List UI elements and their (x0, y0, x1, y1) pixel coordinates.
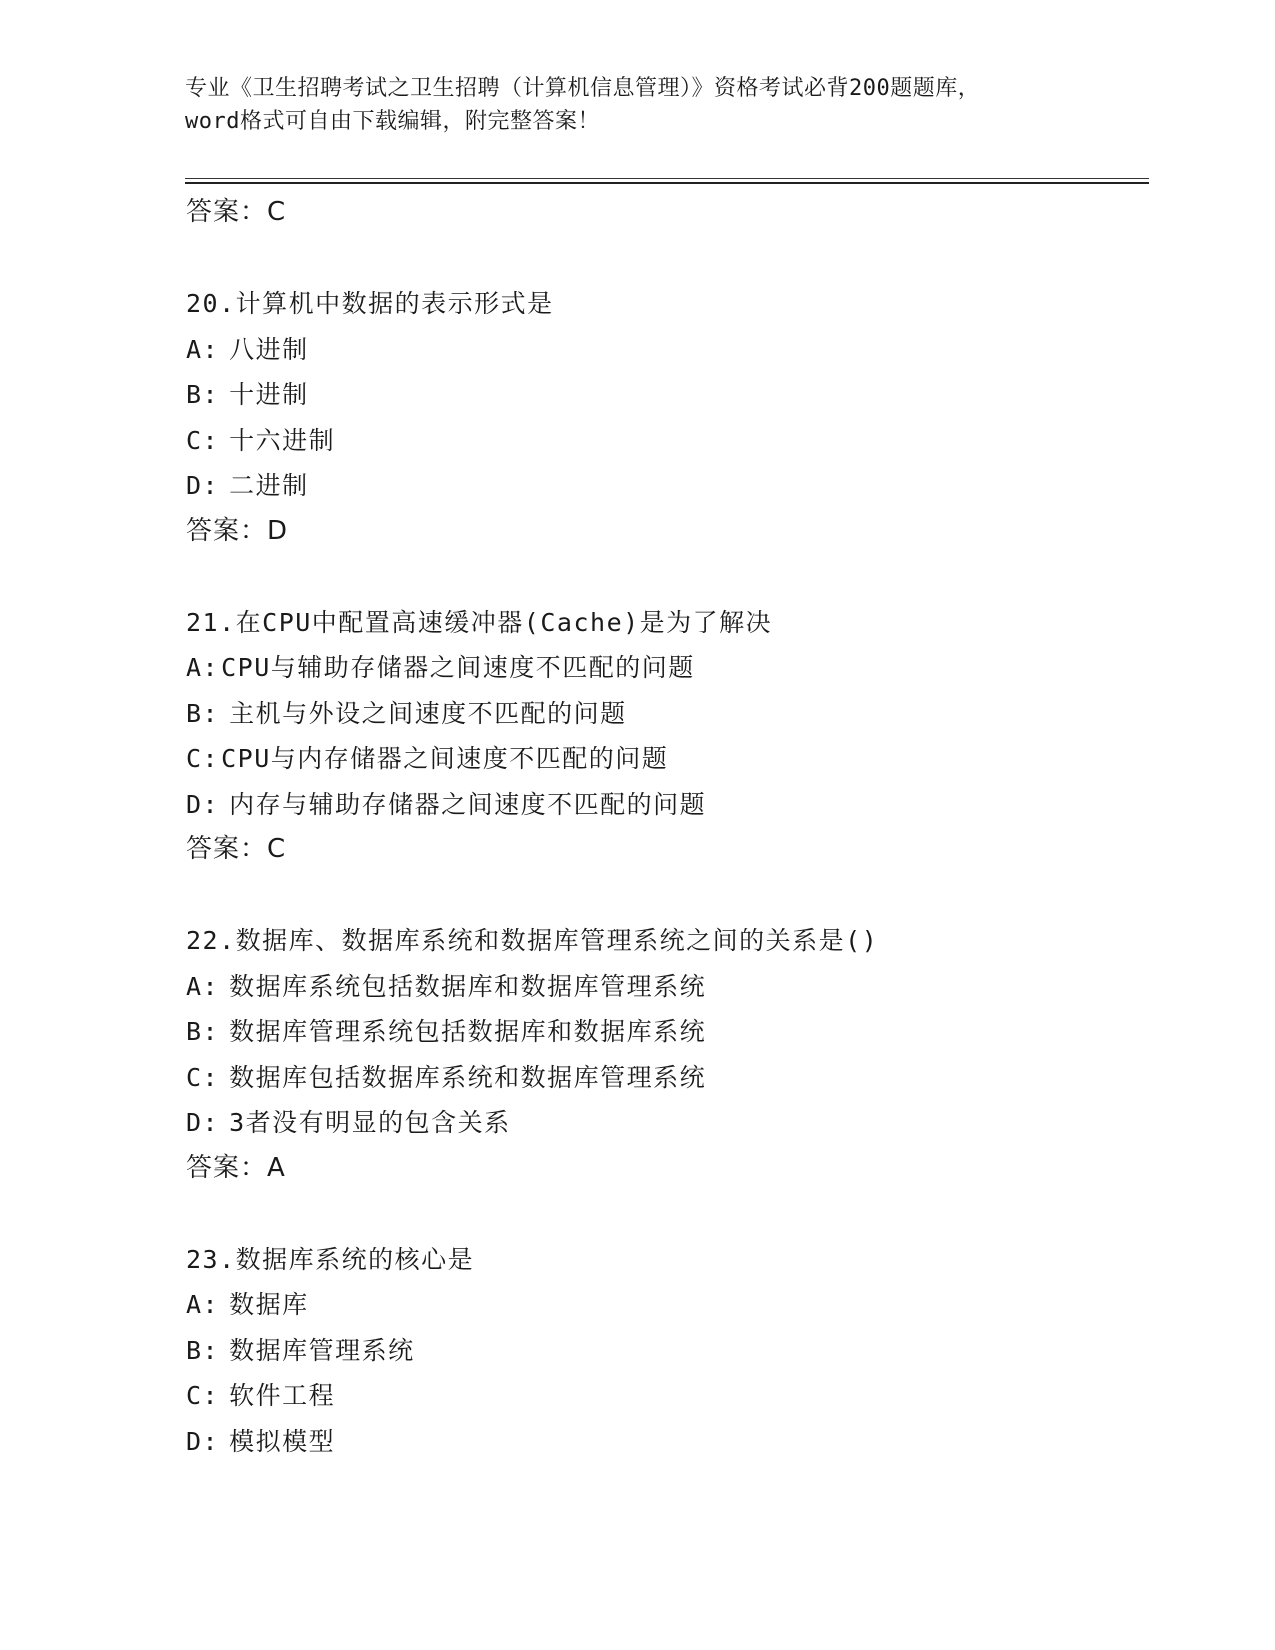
option-b (186, 1328, 1146, 1374)
option-a (186, 964, 1146, 1010)
option-label: A: (186, 653, 220, 682)
answer-line: 答案：C (186, 834, 287, 864)
header-title-line-1: 专业《卫生招聘考试之卫生招聘（计算机信息管理）》资格考试必背200题题库， (185, 76, 981, 101)
spacer (186, 1191, 1146, 1237)
question-stem: 23.数据库系统的核心是 (186, 1244, 475, 1274)
option-label: C: (186, 1062, 220, 1092)
option-text: 十进制 (229, 380, 309, 409)
option-label: B: (186, 1017, 220, 1046)
option-text: 八进制 (229, 334, 309, 364)
option-d (186, 782, 1146, 828)
option-text: 二进制 (229, 471, 309, 500)
question-block (186, 1237, 1146, 1465)
question-list (186, 190, 1146, 1464)
option-b (186, 372, 1146, 418)
option-c (186, 1373, 1146, 1419)
question-stem: 22.数据库、数据库系统和数据库管理系统之间的关系是() (186, 926, 879, 955)
option-d (186, 1100, 1146, 1146)
spacer (186, 554, 1146, 600)
option-b (186, 1009, 1146, 1055)
previous-answer: 答案：C (186, 197, 287, 227)
option-label: C: (186, 744, 220, 773)
question-stem: 20.计算机中数据的表示形式是 (186, 289, 554, 318)
spacer (186, 236, 1146, 282)
option-text: CPU与内存储器之间速度不匹配的问题 (221, 744, 669, 773)
option-c (186, 736, 1146, 782)
option-label: D: (186, 789, 220, 819)
question-block (186, 281, 1146, 600)
option-text: 数据库管理系统 (229, 1335, 415, 1365)
option-a (186, 645, 1146, 691)
option-text: 数据库 (229, 1290, 309, 1319)
option-d (186, 1419, 1146, 1465)
option-label: B: (186, 698, 220, 728)
option-a (186, 1282, 1146, 1328)
option-c (186, 418, 1146, 464)
option-text: 3者没有明显的包含关系 (229, 1108, 511, 1137)
option-label: A: (186, 1290, 220, 1319)
option-label: D: (186, 1426, 220, 1456)
option-label: A: (186, 334, 220, 364)
option-label: C: (186, 1381, 220, 1410)
option-label: B: (186, 1335, 220, 1365)
option-text: 模拟模型 (229, 1426, 336, 1456)
option-text: 数据库管理系统包括数据库和数据库系统 (229, 1017, 707, 1046)
option-a (186, 327, 1146, 373)
option-d (186, 463, 1146, 509)
spacer (186, 873, 1146, 919)
option-label: D: (186, 471, 220, 500)
question-block (186, 918, 1146, 1237)
document-header (185, 72, 1085, 138)
option-text: 数据库包括数据库系统和数据库管理系统 (229, 1062, 707, 1092)
option-text: CPU与辅助存储器之间速度不匹配的问题 (221, 653, 695, 682)
answer-line: 答案：A (186, 1152, 286, 1183)
option-text: 软件工程 (229, 1381, 336, 1410)
option-label: B: (186, 380, 220, 409)
question-stem: 21.在CPU中配置高速缓冲器(Cache)是为了解决 (186, 607, 773, 637)
header-divider-thick (185, 182, 1149, 184)
option-text: 内存与辅助存储器之间速度不匹配的问题 (229, 789, 707, 819)
header-title-line-2: word格式可自由下载编辑，附完整答案！ (185, 109, 600, 134)
option-label: C: (186, 425, 220, 455)
option-label: A: (186, 971, 220, 1001)
option-b (186, 691, 1146, 737)
option-c (186, 1055, 1146, 1101)
option-text: 主机与外设之间速度不匹配的问题 (229, 698, 627, 728)
option-label: D: (186, 1108, 220, 1137)
header-divider-thin (185, 178, 1149, 179)
question-block (186, 600, 1146, 919)
answer-line: 答案：D (186, 515, 289, 546)
option-text: 十六进制 (229, 425, 336, 455)
option-text: 数据库系统包括数据库和数据库管理系统 (229, 971, 707, 1001)
